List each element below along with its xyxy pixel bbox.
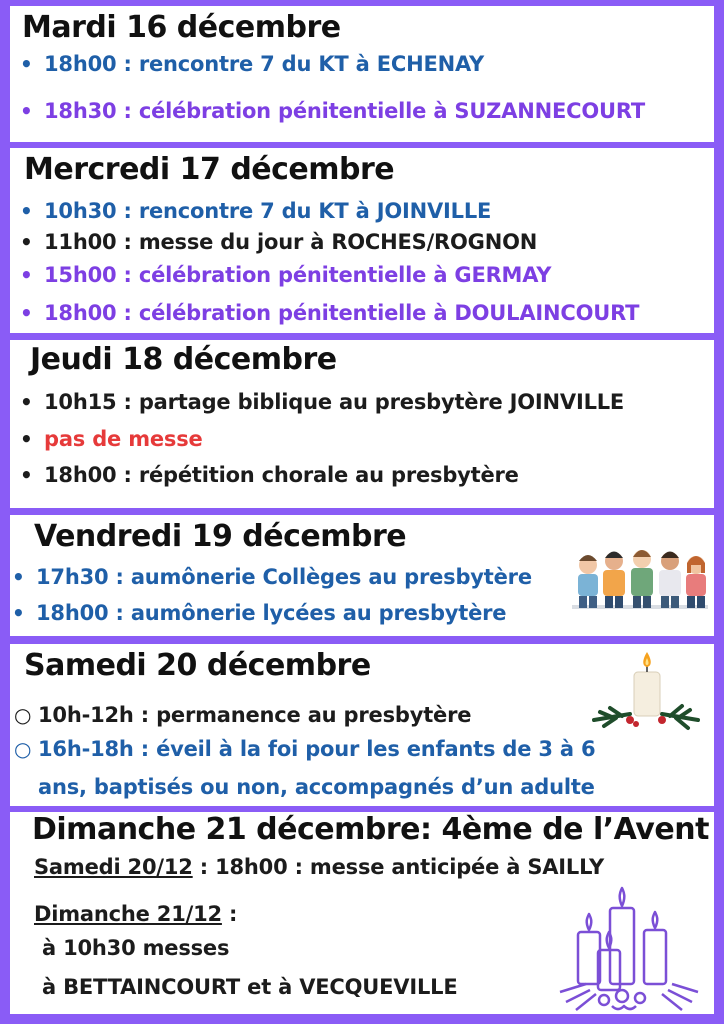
schedule-item <box>20 463 519 487</box>
day-panel-mercredi <box>10 148 714 333</box>
dimanche-mass-line: à 10h30 messes <box>42 936 230 960</box>
schedule-item <box>20 230 537 254</box>
schedule-item <box>12 601 506 625</box>
item-text: 10h15 : partage biblique au presbytère JOINVILLE <box>44 390 625 414</box>
bullet: • <box>20 463 33 487</box>
schedule-item <box>12 565 532 589</box>
item-text: 16h-18h : éveil à la foi pour les enfants de 3 à 6 <box>38 737 596 761</box>
bullet: • <box>12 565 25 589</box>
schedule-item <box>38 775 595 799</box>
item-text: 15h00 : célébration pénitentielle à GERMAY <box>44 263 552 287</box>
day-title: Jeudi 18 décembre <box>30 342 337 377</box>
item-text: 18h30 : célébration pénitentielle à SUZANNECOURT <box>44 99 646 123</box>
bullet: • <box>20 390 33 414</box>
item-text: 18h00 : répétition chorale au presbytère <box>44 463 519 487</box>
schedule-item <box>20 99 645 123</box>
dimanche-places-line: à BETTAINCOURT et à VECQUEVILLE <box>42 975 458 999</box>
schedule-item <box>14 737 595 761</box>
dimanche-suffix: : <box>221 902 238 926</box>
item-text: 10h30 : rencontre 7 du KT à JOINVILLE <box>44 199 492 223</box>
day-title: Mardi 16 décembre <box>22 10 341 45</box>
bullet: • <box>20 263 33 287</box>
item-text: 18h00 : aumônerie lycées au presbytère <box>36 601 507 625</box>
bullet: • <box>20 427 33 451</box>
samedi-date-label: Samedi 20/12 <box>34 855 193 879</box>
advent-candle-illustration <box>590 650 702 736</box>
sunday-title: Dimanche 21 décembre: 4ème de l’Avent <box>32 812 709 847</box>
item-text: 17h30 : aumônerie Collèges au presbytère <box>36 565 532 589</box>
day-panel-vendredi <box>10 515 714 636</box>
bullet: • <box>20 199 33 223</box>
day-title: Mercredi 17 décembre <box>24 152 395 187</box>
day-panel-samedi <box>10 644 714 806</box>
dimanche-line <box>34 902 237 926</box>
bullet: • <box>20 230 33 254</box>
day-panel-dimanche <box>10 812 714 1014</box>
bullet: • <box>12 601 25 625</box>
day-panel-jeudi <box>10 340 714 508</box>
item-text: ans, baptisés ou non, accompagnés d’un adulte <box>38 775 595 799</box>
schedule-item <box>14 703 471 727</box>
schedule-item <box>20 390 624 414</box>
group-of-friends-illustration <box>566 543 714 613</box>
dimanche-date-label: Dimanche 21/12 <box>34 902 222 926</box>
bullet: • <box>20 99 33 123</box>
item-text: 18h00 : célébration pénitentielle à DOULAINCOURT <box>44 301 640 325</box>
bullet: • <box>20 52 33 76</box>
day-title: Vendredi 19 décembre <box>34 519 407 554</box>
schedule-item <box>20 199 491 223</box>
bullet: ○ <box>14 737 32 761</box>
samedi-text: : 18h00 : messe anticipée à SAILLY <box>192 855 605 879</box>
day-panel-mardi <box>10 6 714 142</box>
schedule-item <box>20 301 639 325</box>
bullet: • <box>20 301 33 325</box>
schedule-item <box>20 427 203 451</box>
day-title: Samedi 20 décembre <box>24 648 371 683</box>
samedi-anticipated-line <box>34 855 604 879</box>
advent-wreath-candles-illustration <box>556 880 702 1014</box>
item-text: 18h00 : rencontre 7 du KT à ECHENAY <box>44 52 485 76</box>
item-text: pas de messe <box>44 427 203 451</box>
bullet: ○ <box>14 703 32 727</box>
schedule-item <box>20 263 551 287</box>
item-text: 11h00 : messe du jour à ROCHES/ROGNON <box>44 230 538 254</box>
schedule-item <box>20 52 484 76</box>
item-text: 10h-12h : permanence au presbytère <box>38 703 472 727</box>
